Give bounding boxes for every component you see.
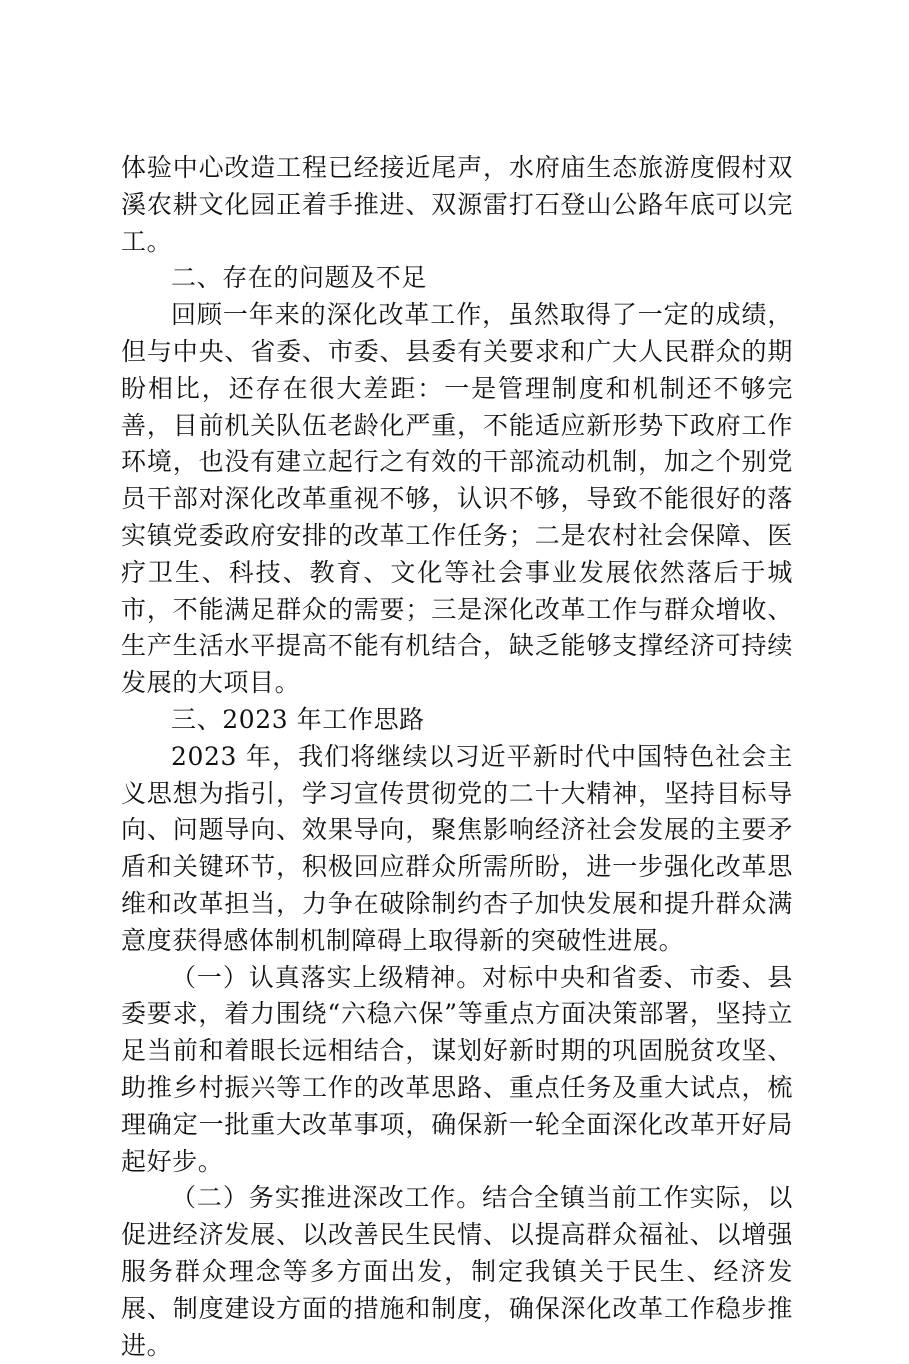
paragraph-continued: 体验中心改造工程已经接近尾声，水府庙生态旅游度假村双溪农耕文化园正着手推进、双源雷打石登山公路年底可以完工。 bbox=[121, 153, 793, 256]
section-heading-2023-plan: 三、2023 年工作思路 bbox=[171, 704, 425, 734]
paragraph-2023-plan: 2023 年，我们将继续以习近平新时代中国特色社会主义思想为指引，学习宣传贯彻党的二十大精神，坚持目标导向、问题导向、效果导向，聚焦影响经济社会发展的主要矛盾和关键环节，积极回应群众所需所盼，进一步强化改革思维和改革担当，力争在破除制约杏子加快发展和提升群众满意度获得感体制机制障碍上取得新的突破性进展。 bbox=[121, 741, 793, 955]
paragraph-problems: 回顾一年来的深化改革工作，虽然取得了一定的成绩，但与中央、省委、市委、县委有关要求和广大人民群众的期盼相比，还存在很大差距：一是管理制度和机制还不够完善，目前机关队伍老龄化严重，不能适应新形势下政府工作环境，也没有建立起行之有效的干部流动机制，加之个别党员干部对深化改革重视不够，认识不够，导致不能很好的落实镇党委政府安排的改革工作任务；二是农村社会保障、医疗卫生、科技、教育、文化等社会事业发展依然落后于城市，不能满足群众的需要；三是深化改革工作与群众增收、生产生活水平提高不能有机结合，缺乏能够支撑经济可持续发展的大项目。 bbox=[121, 300, 793, 698]
document-body bbox=[121, 150, 793, 1364]
subsection-implement-spirit: （一）认真落实上级精神。对标中央和省委、市委、县委要求，着力围绕“六稳六保”等重点方面决策部署，坚持立足当前和着眼长远相结合，谋划好新时期的巩固脱贫攻坚、助推乡村振兴等工作的改革思路、重点任务及重大试点，梳理确定一批重大改革事项，确保新一轮全面深化改革开好局起好步。 bbox=[121, 962, 793, 1176]
section-heading-problems: 二、存在的问题及不足 bbox=[171, 263, 428, 293]
subsection-promote-reform: （二）务实推进深改工作。结合全镇当前工作实际，以促进经济发展、以改善民生民情、以提高群众福祉、以增强服务群众理念等多方面出发，制定我镇关于民生、经济发展、制度建设方面的措施和制度，确保深化改革工作稳步推进。 bbox=[121, 1183, 793, 1360]
